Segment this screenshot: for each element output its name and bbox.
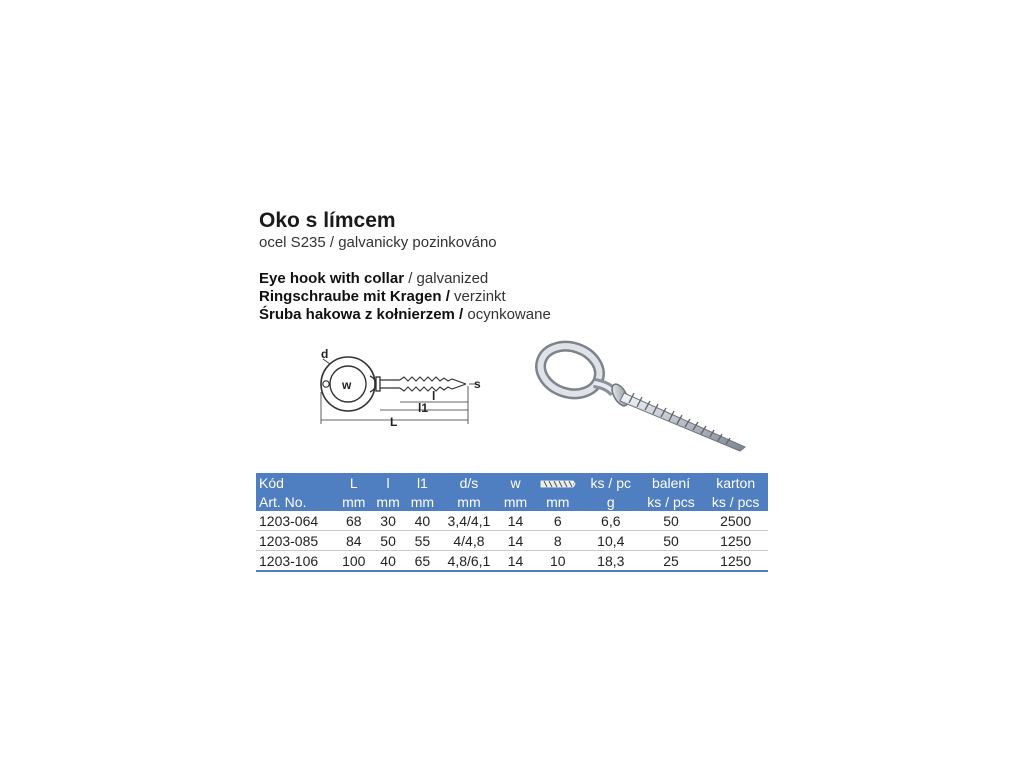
cell-weight: 18,3	[583, 551, 639, 572]
label-l1: l1	[418, 401, 429, 415]
col-header-carton: karton	[703, 473, 768, 492]
cell-l1: 40	[405, 511, 439, 531]
table-row	[256, 551, 768, 572]
cell-carton: 1250	[703, 551, 768, 572]
cell-l: 30	[371, 511, 405, 531]
cell-l: 50	[371, 531, 405, 551]
header-row-2	[256, 492, 768, 511]
col-unit-pack: ks / pcs	[639, 492, 704, 511]
cell-code: 1203-064	[256, 511, 337, 531]
col-unit-l1: mm	[405, 492, 439, 511]
translation-pl: Śruba hakowa z kołnierzem / ocynkowane	[259, 306, 551, 323]
col-unit-weight: g	[583, 492, 639, 511]
cell-code: 1203-106	[256, 551, 337, 572]
cell-L: 84	[337, 531, 371, 551]
col-unit-carton: ks / pcs	[703, 492, 768, 511]
spec-table	[256, 473, 768, 572]
col-unit-L: mm	[337, 492, 371, 511]
cell-w: 14	[498, 551, 532, 572]
col-header-l: l	[371, 473, 405, 492]
cell-carton: 2500	[703, 511, 768, 531]
table-row	[256, 511, 768, 531]
cell-weight: 10,4	[583, 531, 639, 551]
cell-anchor: 10	[533, 551, 583, 572]
label-s: s	[474, 377, 481, 391]
cell-carton: 1250	[703, 531, 768, 551]
col-header-pack: balení	[639, 473, 704, 492]
cell-l: 40	[371, 551, 405, 572]
translations	[259, 270, 551, 324]
col-header-L: L	[337, 473, 371, 492]
cell-weight: 6,6	[583, 511, 639, 531]
eye-hook-photo	[530, 335, 760, 455]
col-header-w: w	[498, 473, 532, 492]
cell-l1: 65	[405, 551, 439, 572]
cell-pack: 50	[639, 531, 704, 551]
col-header-anchor	[533, 473, 583, 492]
cell-w: 14	[498, 511, 532, 531]
cell-ds: 4/4,8	[440, 531, 499, 551]
wall-plug-icon	[540, 478, 576, 490]
col-header-weight: ks / pc	[583, 473, 639, 492]
label-l: l	[432, 389, 436, 403]
translation-en: Eye hook with collar / galvanized	[259, 270, 489, 287]
col-header-l1: l1	[405, 473, 439, 492]
product-title: Oko s límcem	[259, 209, 396, 232]
cell-code: 1203-085	[256, 531, 337, 551]
cell-l1: 55	[405, 531, 439, 551]
header-row-1	[256, 473, 768, 492]
cell-ds: 3,4/4,1	[440, 511, 499, 531]
product-subtitle: ocel S235 / galvanicky pozinkováno	[259, 234, 497, 251]
cell-anchor: 6	[533, 511, 583, 531]
table-row	[256, 531, 768, 551]
cell-ds: 4,8/6,1	[440, 551, 499, 572]
label-w: w	[342, 378, 352, 392]
col-unit-anchor: mm	[533, 492, 583, 511]
cell-L: 68	[337, 511, 371, 531]
label-d: d	[321, 347, 329, 361]
translation-de: Ringschraube mit Kragen / verzinkt	[259, 288, 506, 305]
cell-L: 100	[337, 551, 371, 572]
col-unit-l: mm	[371, 492, 405, 511]
cell-w: 14	[498, 531, 532, 551]
cell-anchor: 8	[533, 531, 583, 551]
col-header-code: Kód	[256, 473, 337, 492]
product-header	[259, 208, 551, 324]
cell-pack: 50	[639, 511, 704, 531]
col-unit-ds: mm	[440, 492, 499, 511]
cell-pack: 25	[639, 551, 704, 572]
col-unit-w: mm	[498, 492, 532, 511]
col-unit-code: Art. No.	[256, 492, 337, 511]
col-header-ds: d/s	[440, 473, 499, 492]
label-L: L	[390, 415, 398, 429]
technical-drawing	[318, 346, 488, 430]
